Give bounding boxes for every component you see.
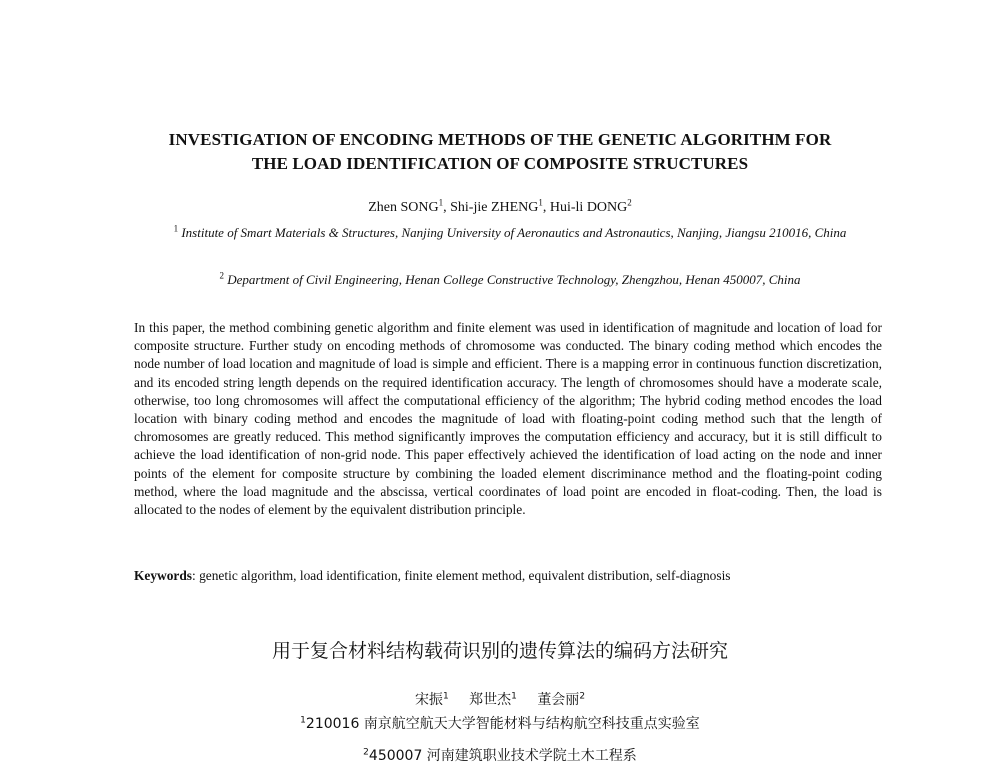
chinese-affiliation-mark: 2 bbox=[363, 747, 369, 758]
affiliation-1 bbox=[130, 223, 890, 242]
keywords-text: : genetic algorithm, load identification, finite element method, equivalent distribution, self-diagnosis bbox=[192, 568, 731, 583]
chinese-affiliation-mark: 1 bbox=[300, 715, 306, 726]
author-separator: , bbox=[443, 200, 451, 215]
author-affiliation-mark: 1 bbox=[538, 197, 543, 208]
affiliation-mark: 1 bbox=[173, 223, 179, 234]
chinese-affiliation-text: 210016 南京航空航天大学智能材料与结构航空科技重点实验室 bbox=[305, 716, 700, 732]
author-list bbox=[100, 199, 900, 217]
author-affiliation-mark: 2 bbox=[627, 197, 632, 208]
author-name: Hui-li DONG bbox=[549, 200, 628, 215]
affiliation-mark: 2 bbox=[219, 270, 224, 281]
chinese-author-name: 宋振 bbox=[414, 692, 443, 708]
author-separator: , bbox=[542, 200, 550, 215]
chinese-author-mark: 1 bbox=[442, 691, 449, 702]
paper-title-line-2: THE LOAD IDENTIFICATION OF COMPOSITE STRUCTURES bbox=[251, 154, 749, 173]
chinese-author-name: 董会丽 bbox=[537, 692, 580, 708]
chinese-author-name: 郑世杰 bbox=[469, 692, 512, 708]
paper-title bbox=[100, 128, 900, 176]
affiliation-2 bbox=[130, 270, 890, 289]
author-name: Zhen SONG bbox=[368, 200, 439, 215]
abstract-paragraph: In this paper, the method combining genetic algorithm and finite element was used in identification of magnitude and location of load for composite structure. Further study on encoding methods of chromosome was conducted. The binary coding method which encodes the node number of load location and magnitude of load is simple and efficient. There is a mapping error in continuous function discretization, and its encoded string length depends on the required identification accuracy. The length of chromosomes should have a moderate scale, otherwise, too long chromosomes will affect the computational efficiency of the algorithm; The hybrid coding method encodes the load location with binary coding method and encodes the magnitude of load with floating-point coding method such that the length of chromosomes are greatly reduced. This method significantly improves the computation efficiency and accuracy, but it is still difficult to achieve the load identification of non-grid node. This paper effectively achieved the identification of load acting on the node and inner points of the element for composite structure by combining the loaded element discriminance method and the floating-point coding method, where the load magnitude and the abscissa, vertical coordinates of load point are encoded in float-coding. Then, the load is allocated to the nodes of element by the equivalent distribution principle. bbox=[134, 320, 882, 518]
paper-title-line-1: INVESTIGATION OF ENCODING METHODS OF THE GENETIC ALGORITHM FOR bbox=[168, 130, 832, 149]
author-name: Shi-jie ZHENG bbox=[450, 200, 539, 215]
chinese-affiliation-2 bbox=[100, 747, 900, 765]
author-affiliation-mark: 1 bbox=[438, 197, 444, 208]
chinese-author-mark: 2 bbox=[579, 691, 586, 702]
keywords-label: Keywords bbox=[134, 568, 193, 583]
affiliation-text: Department of Civil Engineering, Henan College Constructive Technology, Zhengzhou, Henan 450007, China bbox=[227, 272, 801, 287]
affiliation-text: Institute of Smart Materials & Structures, Nanjing University of Aeronautics and Astronautics, Nanjing, Jiangsu 210016, China bbox=[181, 225, 847, 240]
chinese-affiliation-1 bbox=[100, 715, 900, 733]
chinese-author-list bbox=[100, 691, 900, 709]
chinese-affiliation-text: 450007 河南建筑职业技术学院土木工程系 bbox=[368, 748, 637, 764]
chinese-author-mark: 1 bbox=[511, 691, 517, 702]
chinese-title: 用于复合材料结构载荷识别的遗传算法的编码方法研究 bbox=[271, 640, 728, 662]
keywords-line bbox=[134, 567, 894, 585]
